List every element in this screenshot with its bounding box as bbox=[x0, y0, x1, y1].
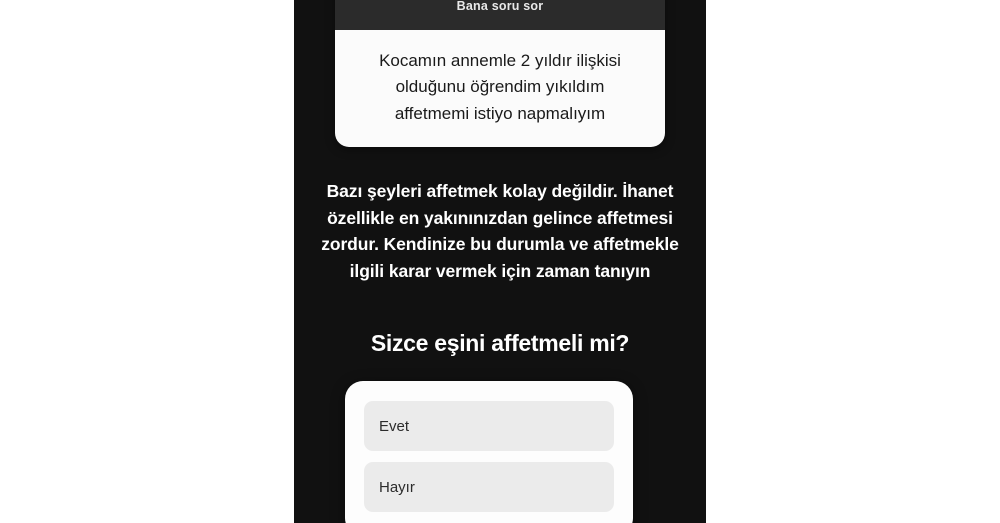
poll-sticker bbox=[345, 381, 633, 523]
instagram-story-view bbox=[294, 0, 706, 523]
ask-sticker-question-line-2: olduğunu öğrendim yıkıldım bbox=[395, 77, 605, 97]
answer-paragraph: Bazı şeyleri affetmek kolay değildir. İhanet özellikle en yakınınızdan gelince affetmesi zordur. Kendinize bu durumla ve affetmekle ilgili karar vermek için zaman tanıyın bbox=[321, 181, 679, 281]
ask-me-question-sticker[interactable] bbox=[335, 0, 665, 147]
poll-option-yes[interactable]: Evet bbox=[364, 401, 614, 451]
ask-sticker-question-line-3: affetmemi istiyo napmalıyım bbox=[394, 103, 606, 123]
ask-sticker-question-text bbox=[335, 30, 665, 147]
ask-sticker-question-line-1: Kocamın annemle 2 yıldır ilişkisi bbox=[379, 51, 621, 70]
poll-question-text: Sizce eşini affetmeli mi? bbox=[370, 330, 630, 356]
poll-option-no[interactable]: Hayır bbox=[364, 462, 614, 512]
ask-sticker-header-label: Bana soru sor bbox=[335, 0, 665, 30]
